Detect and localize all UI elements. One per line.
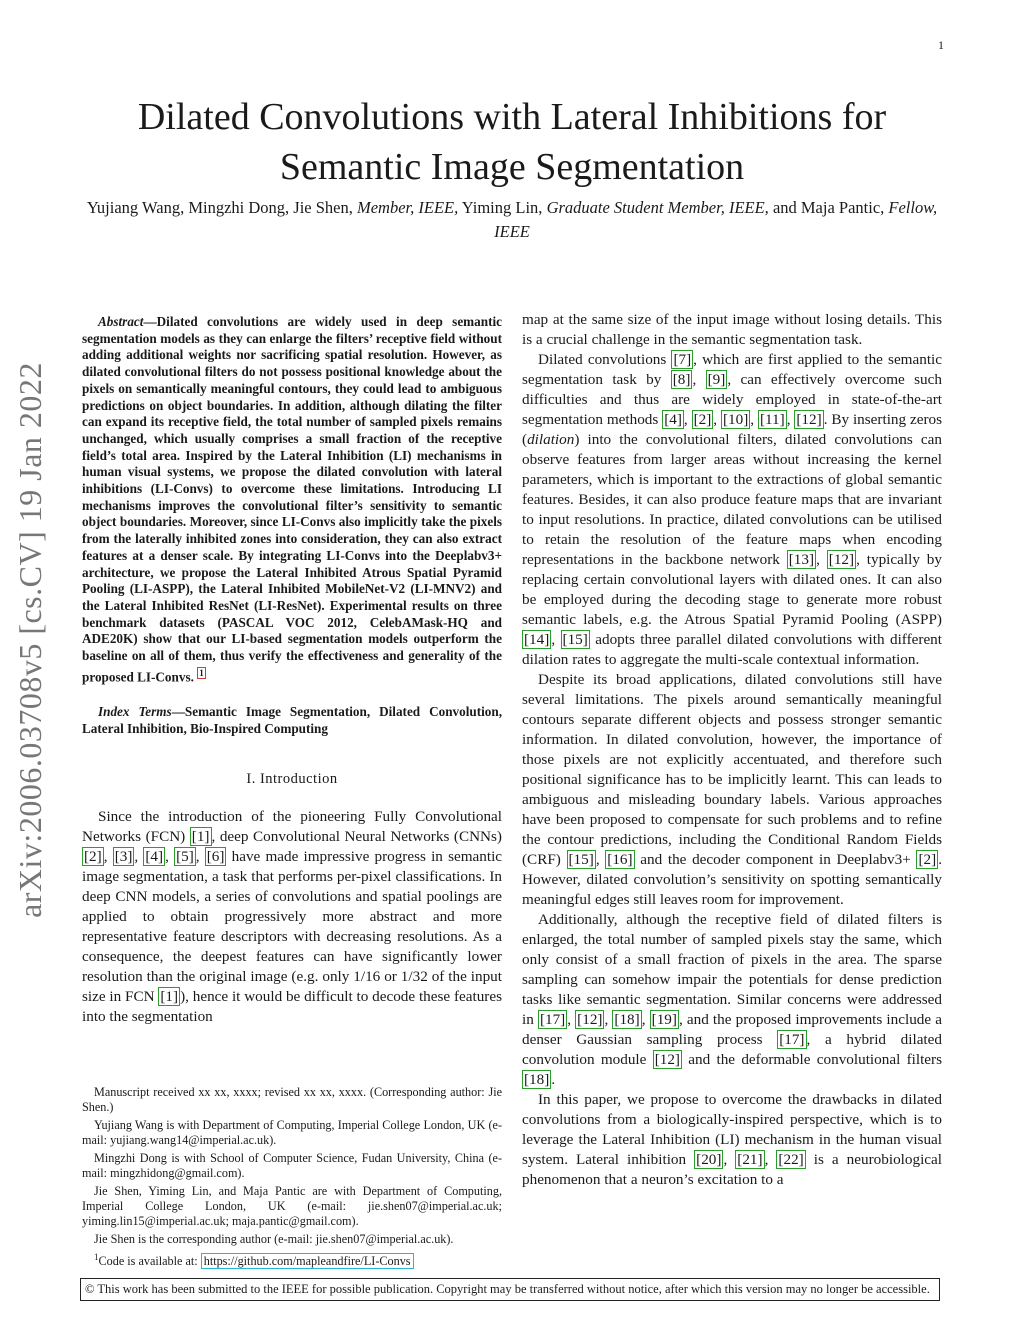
index-terms [82, 704, 502, 737]
author-role-1: Member, IEEE, [356, 198, 459, 217]
citation-link[interactable]: [19] [651, 1011, 677, 1028]
text-run: . However, dilated convolution’s sensitivity on spotting semantically meaningful edges still leaves room for improvement. [522, 851, 942, 908]
text-run: Despite its broad applications, dilated convolutions still have several limitations. The pixels around semantically meaningful contours separate different objects and possess stronger semantic information. In dilated convolution, however, the importance of those pixels are not explicitly accentuated, and therefore such positional significance has to be implicitly learnt. This can leads to ambiguous and misleading boundary labels. Various approaches have been proposed to compensate for such problems and to refine the contour predictions, including the Conditional Random Fields (CRF) [522, 671, 942, 868]
right-paragraph-5 [522, 1090, 942, 1190]
abstract-text: —Dilated convolutions are widely used in deep semantic segmentation models as they can enlarge the filters’ receptive field without adding additional weights nor sacrificing spatial resolution. However, as dilated convolutional filters do not possess positional knowledge about the pixels on semantically meaningful contours, they could lead to ambiguous predictions on object boundaries. In addition, although dilating the filter can expand its receptive field, the total number of sampled pixels remains unchanged, which usually comprises a small fraction of the receptive field’s total area. Inspired by the Lateral Inhibition (LI) mechanisms in human visual systems, we propose the dilated convolution with lateral inhibitions (LI-Convs) to overcome these limitations. Introducing LI mechanisms improves the convolutional filter’s sensitivity to semantic object boundaries. Moreover, since LI-Convs also implicitly take the pixels from the laterally inhibited zones into consideration, they can also extract features at a denser scale. By integrating LI-Convs into the Deeplabv3+ architecture, we propose the Lateral Inhibited Atrous Spatial Pyramid Pooling (LI-ASPP), the Lateral Inhibited MobileNet-V2 (LI-MNV2) and the Lateral Inhibited ResNet (LI-ResNet). Experimental results on three benchmark datasets (PASCAL VOC 2012, CelebAMask-HQ and ADE20K) show that our LI-based segmentation models outperform the baseline on all of them, thus verify the effectiveness and generality of the proposed LI-Convs. [82, 314, 502, 685]
citation-link[interactable]: [3] [114, 848, 133, 866]
text-run: , [786, 411, 795, 428]
text-run: , typically by replacing certain convolutional layers with dilated ones. It can also be employed during the decoding stage to generate more robust semantic labels, e.g. the Atrous Spatial Pyramid Pooling (ASPP) [522, 551, 942, 628]
citation-link[interactable]: [2] [84, 848, 102, 866]
text-run: , [134, 848, 144, 866]
text-run: Additionally, although the receptive field of dilated filters is enlarged, the total number of sampled pixels stay the same, which only consist of a small fraction of pixels in the area. The sparse sampling can somehow impair the potentials for dense prediction tasks like semantic segmentation. Similar concerns were addressed in [522, 911, 942, 1028]
footnotes [82, 1085, 502, 1272]
text-run: have made impressive progress in semantic image segmentation, a task that performs per-pixel classifications. In deep CNN models, a series of convolutions and spatial poolings are applied to obtain progressively more abstract and more representative feature descriptors with decreasing resolutions. As a consequence, the deepest features can have significantly lower resolution than the original image (e.g. only 1/16 or 1/32 of the input size in FCN [82, 848, 503, 1006]
text-run: . [551, 1071, 556, 1088]
citation-link[interactable]: [21] [737, 1151, 763, 1168]
citation-link[interactable]: [9] [707, 371, 726, 388]
text-run: , [195, 848, 205, 866]
footnote-code-text: Code is available at: [98, 1254, 201, 1269]
citation-link[interactable]: [17] [779, 1031, 805, 1048]
text-run: , [683, 411, 692, 428]
citation-link[interactable]: [4] [145, 848, 164, 866]
text-run: , and the proposed improvements include a denser Gaussian sampling process [522, 1011, 942, 1048]
text-run: and the deformable convolutional filters [682, 1051, 942, 1068]
citation-link[interactable]: [8] [672, 371, 691, 388]
text-run: , deep Convolutional Neural Networks (CNNs) [211, 828, 502, 846]
citation-link[interactable]: [15] [568, 851, 594, 868]
citation-link[interactable]: [2] [918, 851, 937, 868]
page-number: 1 [938, 38, 944, 52]
abstract [82, 314, 502, 686]
citation-link[interactable]: [4] [664, 411, 682, 428]
text-run: , can effectively overcome such difficulties and thus are widely employed in state-of-the-art segmentation methods [522, 371, 942, 428]
footnote-code [82, 1250, 502, 1269]
citation-link[interactable]: [1] [191, 828, 210, 846]
text-run: , [641, 1011, 650, 1028]
citation-link[interactable]: [16] [607, 851, 633, 868]
citation-link[interactable]: [12] [796, 411, 822, 428]
citation-link[interactable]: [6] [206, 848, 225, 866]
right-paragraph-1: map at the same size of the input image without losing details. This is a crucial challenge in the semantic segmentation task. [522, 311, 942, 348]
authors-part-2: Yiming Lin, [458, 198, 547, 217]
text-run: . By inserting zeros ( [522, 411, 943, 448]
text-run: Dilated convolutions [538, 351, 672, 368]
text-run: , [816, 551, 827, 568]
intro-paragraph-1 [82, 807, 502, 1027]
text-run: , [764, 1151, 777, 1168]
left-column [82, 310, 502, 1027]
citation-link[interactable]: [11] [759, 411, 785, 428]
right-column [522, 310, 942, 1190]
text-run: , a hybrid dilated convolution module [522, 1031, 942, 1068]
text-run: , [595, 851, 606, 868]
text-run: , which are first applied to the semantic segmentation task by [522, 351, 943, 388]
citation-link[interactable]: [14] [524, 631, 550, 648]
index-terms-text: —Semantic Image Segmentation, Dilated Convolution, Lateral Inhibition, Bio-Inspired Computing [82, 703, 502, 736]
abstract-label: Abstract [98, 314, 144, 329]
citation-link[interactable]: [20] [696, 1151, 722, 1168]
citation-link[interactable]: [12] [654, 1051, 680, 1068]
citation-link[interactable]: [18] [614, 1011, 640, 1028]
paper-title [60, 92, 964, 192]
citation-link[interactable]: [2] [693, 411, 712, 428]
title-line-1: Dilated Convolutions with Lateral Inhibitions for [137, 96, 887, 138]
authors-part-1: Yujiang Wang, Mingzhi Dong, Jie Shen, [86, 198, 357, 217]
code-url-link[interactable]: https://github.com/mapleandfire/LI-Convs [201, 1253, 414, 1269]
emphasis-dilation: dilation [527, 431, 575, 448]
footnote-affiliation-3: Jie Shen, Yiming Lin, and Maja Pantic are with Department of Computing, Imperial College London, UK (e-mail: jie.shen07@imperial.ac.uk; yiming.lin15@imperial.ac.uk; maja.pantic@gmail.com). [82, 1184, 502, 1228]
right-paragraph-4 [522, 910, 942, 1090]
citation-link[interactable]: [15] [562, 631, 588, 648]
text-run: , [165, 848, 175, 866]
text-run: Since the introduction of the pioneering Fully Convolutional Networks (FCN) [82, 808, 502, 846]
author-role-2: Graduate Student Member, IEEE, [546, 198, 769, 217]
citation-link[interactable]: [17] [539, 1011, 566, 1028]
authors-part-3: and Maja Pantic, [768, 198, 889, 217]
section-heading: I. Introduction [246, 771, 338, 788]
text-run: adopts three parallel dilated convolutions with different dilation rates to aggregate the multi-scale contextual information. [522, 631, 942, 668]
text-run: , [103, 848, 113, 866]
text-run: and the decoder component in Deeplabv3+ [634, 851, 917, 868]
right-paragraph-2 [522, 350, 942, 670]
citation-link[interactable]: [1] [160, 988, 179, 1006]
footnote-manuscript: Manuscript received xx xx, xxxx; revised xx xx, xxxx. (Corresponding author: Jie Shen.) [82, 1085, 502, 1114]
copyright-notice: © This work has been submitted to the IEEE for possible publication. Copyright may be transferred without notice, after which this version may no longer be accessible. [80, 1278, 940, 1301]
citation-link[interactable]: [13] [788, 551, 815, 568]
index-terms-label: Index Terms [98, 703, 172, 719]
text-run: , [750, 411, 758, 428]
citation-link[interactable]: [12] [828, 551, 855, 568]
footnote-affiliation-2: Mingzhi Dong is with School of Computer Science, Fudan University, China (e-mail: mingzhidong@gmail.com). [82, 1151, 502, 1180]
text-run: In this paper, we propose to overcome the drawbacks in dilated convolutions from a biologically-inspired perspective, which is to leverage the Lateral Inhibition (LI) mechanism in the human visual system. Lateral inhibition [522, 1091, 942, 1168]
footnote-corresponding: Jie Shen is the corresponding author (e-mail: jie.shen07@imperial.ac.uk). [94, 1232, 454, 1246]
footnote-mark: 1 [94, 1252, 99, 1262]
text-run: , [604, 1011, 613, 1028]
text-run: , [692, 371, 706, 388]
text-run: ) into the convolutional filters, dilated convolutions can observe features from larger areas without increasing the kernel parameters, which is important to the extractions of global semantic features. Besides, it can also produce feature maps that are invariant to input resolutions. In practice, dilated convolutions can be utilised to retain the resolution of the feature maps when encoding representations in the backbone network [522, 431, 942, 568]
text-run: ), hence it would be difficult to decode these features into the segmentation [82, 988, 503, 1026]
citation-link[interactable]: [10] [722, 411, 749, 428]
author-list [72, 196, 952, 244]
author-role-3: Fellow, IEEE [494, 198, 938, 241]
title-line-2: Semantic Image Segmentation [279, 146, 745, 188]
text-run: , [713, 411, 721, 428]
citation-link[interactable]: [5] [176, 848, 194, 866]
citation-link[interactable]: [7] [673, 351, 692, 368]
right-paragraph-3 [522, 670, 942, 910]
citation-link[interactable]: [18] [524, 1071, 550, 1088]
citation-link[interactable]: [12] [577, 1011, 603, 1028]
footnote-ref-link[interactable]: 1 [199, 667, 204, 678]
text-run: is a neurobiological phenomenon that a neuron’s excitation to a [522, 1151, 943, 1188]
arxiv-stamp: arXiv:2006.03708v5 [cs.CV] 19 Jan 2022 [12, 362, 48, 918]
citation-link[interactable]: [22] [778, 1151, 804, 1168]
text-run: , [723, 1151, 736, 1168]
footnote-affiliation-1: Yujiang Wang is with Department of Computing, Imperial College London, UK (e-mail: yujiang.wang14@imperial.ac.uk). [82, 1118, 502, 1147]
text-run: , [551, 631, 561, 648]
text-run: , [567, 1011, 576, 1028]
